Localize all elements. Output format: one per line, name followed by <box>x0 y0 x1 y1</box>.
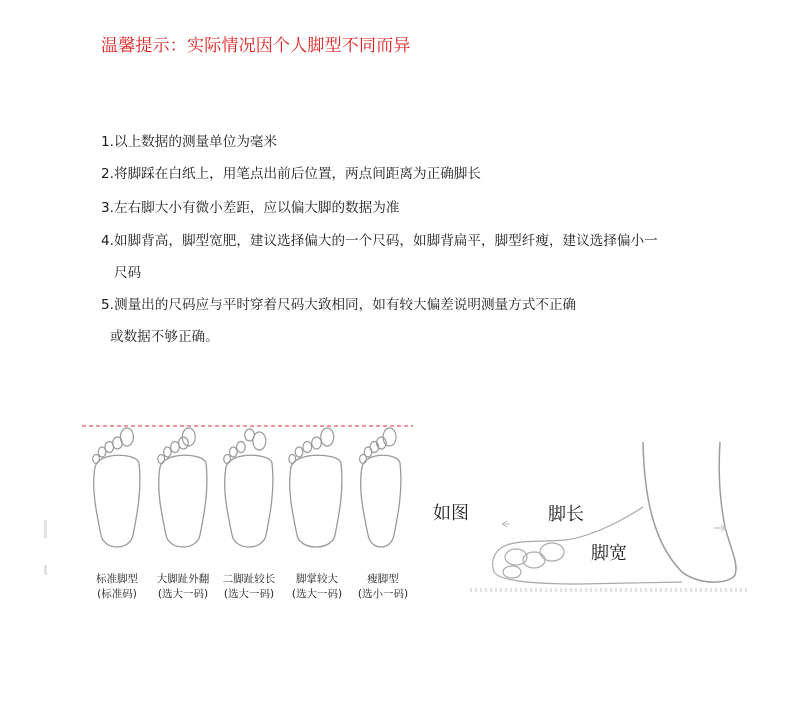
toe-outline <box>164 447 172 457</box>
edge-artifact <box>44 520 47 538</box>
toe-outline <box>360 455 367 464</box>
toe-shape <box>503 566 521 578</box>
foot-type-name: 标准脚型 <box>96 573 138 585</box>
footprint-outline <box>290 455 342 547</box>
leg-outline <box>643 442 736 582</box>
foot-type-label <box>216 572 282 602</box>
as-shown-label: 如图 <box>433 503 469 524</box>
foot-type-label <box>150 572 216 602</box>
note-item: 4.如脚背高，脚型宽肥，建议选择偏大的一个尺码，如脚背扁平，脚型纤瘦，建议选择偏小一 <box>101 233 658 249</box>
note-item: 5.测量出的尺码应与平时穿着尺码大致相同，如有较大偏差说明测量方式不正确 <box>101 297 577 313</box>
toe-outline <box>93 455 100 464</box>
toe-shape <box>540 543 564 561</box>
edge-artifact <box>44 565 47 575</box>
toe-outline <box>383 428 396 446</box>
toe-outline <box>237 442 246 453</box>
toe-outline <box>98 447 106 457</box>
foot-type-name: 二脚趾较长 <box>222 573 276 585</box>
foot-type-label <box>350 572 416 602</box>
toe-outline <box>171 442 180 453</box>
foot-measure-diagram <box>430 432 760 612</box>
footprint-outline <box>361 455 401 547</box>
toe-outline <box>289 455 296 464</box>
foot-type-label <box>84 572 150 602</box>
note-item: 1.以上数据的测量单位为毫米 <box>101 134 278 150</box>
note-item: 3.左右脚大小有微小差距，应以偏大脚的数据为准 <box>101 200 400 216</box>
toe-outline <box>224 455 231 464</box>
toe-outline <box>230 447 238 457</box>
toe-outline <box>312 437 322 449</box>
foot-type-advice: (标准码) <box>97 588 137 600</box>
toe-outline <box>303 442 312 453</box>
toe-outline <box>295 447 303 457</box>
foot-type-name: 大脚趾外翻 <box>156 573 210 585</box>
footprint-outline <box>225 455 273 547</box>
toe-outline <box>158 455 165 464</box>
foot-width-label: 脚宽 <box>591 543 627 564</box>
foot-type-advice: (选大一码) <box>291 588 343 600</box>
foot-type-advice: (选大一码) <box>223 588 275 600</box>
warning-tip: 温馨提示：实际情况因个人脚型不同而异 <box>101 36 411 56</box>
note-item-continued: 尺码 <box>114 265 142 281</box>
toe-outline <box>245 429 255 441</box>
note-item-continued: 或数据不够正确。 <box>110 329 219 345</box>
footprint-outline <box>94 455 140 547</box>
footprints-illustration <box>80 415 425 575</box>
foot-type-advice: (选小一码) <box>357 588 409 600</box>
foot-types-figure <box>80 415 425 615</box>
foot-type-name: 脚掌较大 <box>296 573 338 585</box>
footprint-outline <box>159 455 207 547</box>
toe-outline <box>321 428 334 446</box>
note-item: 2.将脚踩在白纸上，用笔点出前后位置，两点间距离为正确脚长 <box>101 166 481 182</box>
foot-type-advice: (选大一码) <box>157 588 209 600</box>
foot-length-label: 脚长 <box>548 504 584 525</box>
foot-type-label <box>284 572 350 602</box>
foot-type-name: 瘦脚型 <box>367 573 399 585</box>
side-foot-illustration <box>430 432 760 612</box>
